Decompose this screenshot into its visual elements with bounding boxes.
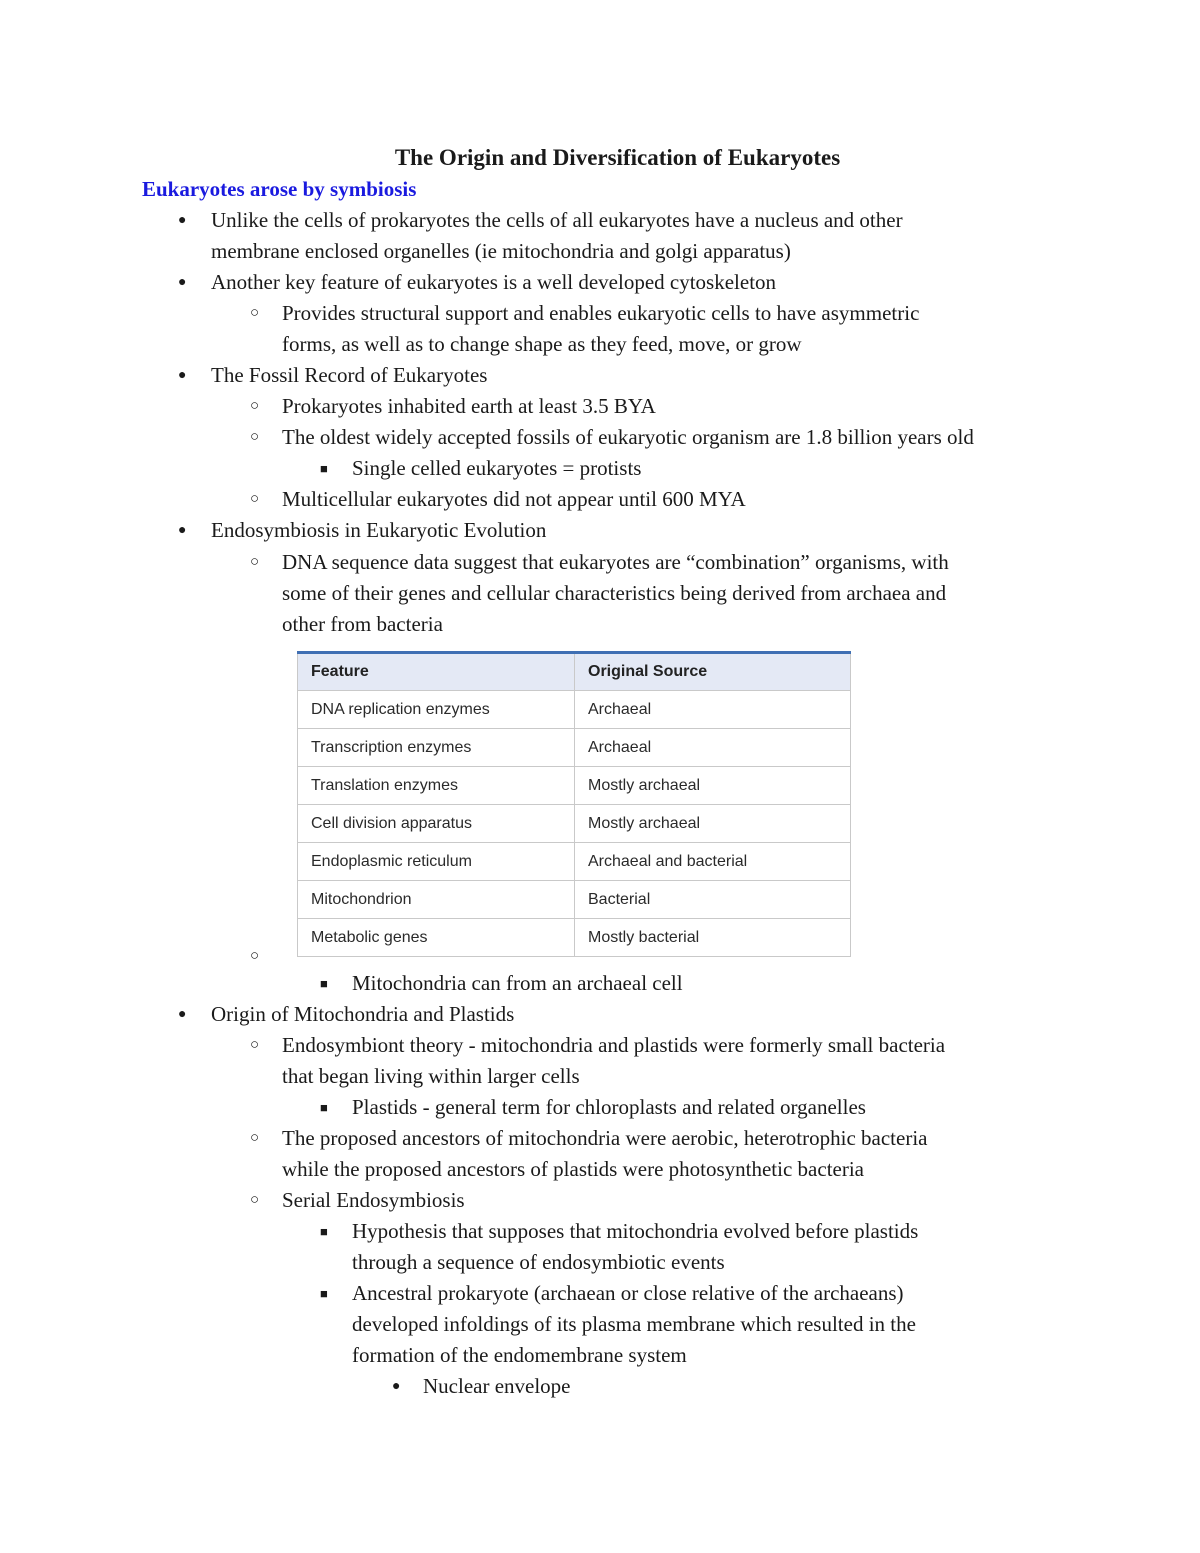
bullet-text: Unlike the cells of prokaryotes the cells of all eukaryotes have a nucleus and other (211, 208, 903, 232)
table-cell-source: Archaeal and bacterial (575, 843, 851, 881)
bullet-text: some of their genes and cellular characteristics being derived from archaea and (282, 581, 947, 605)
bullet-text: other from bacteria (282, 612, 443, 636)
bullet-disc-icon: ● (178, 368, 187, 383)
bullet-text: Multicellular eukaryotes did not appear until 600 MYA (282, 487, 746, 511)
table-header-source: Original Source (575, 653, 851, 691)
table-cell-feature: Mitochondrion (298, 881, 575, 919)
bullet-circle-icon: ○ (250, 398, 260, 414)
bullet-disc-icon: ● (392, 1379, 401, 1394)
bullet-text: formation of the endomembrane system (352, 1343, 687, 1367)
bullet-square-icon: ■ (320, 1286, 328, 1301)
bullet-square-icon: ■ (320, 976, 328, 991)
bullet-circle-icon: ○ (250, 554, 260, 570)
table-row (298, 691, 851, 729)
table-row (298, 767, 851, 805)
bullet-disc-icon: ● (178, 213, 187, 228)
bullet-text: Ancestral prokaryote (archaean or close relative of the archaeans) (352, 1281, 904, 1305)
table-cell-feature: Endoplasmic reticulum (298, 843, 575, 881)
bullet-text: The oldest widely accepted fossils of eukaryotic organism are 1.8 billion years old (282, 425, 974, 449)
bullet-text: developed infoldings of its plasma membrane which resulted in the (352, 1312, 916, 1336)
bullet-circle-icon: ○ (250, 1130, 260, 1146)
bullet-text: Endosymbiosis in Eukaryotic Evolution (211, 518, 547, 542)
bullet-text: The proposed ancestors of mitochondria were aerobic, heterotrophic bacteria (282, 1126, 928, 1150)
bullet-circle-icon: ○ (250, 429, 260, 445)
table-cell-source: Archaeal (575, 691, 851, 729)
bullet-circle-icon: ○ (250, 305, 260, 321)
bullet-circle-icon: ○ (250, 1192, 260, 1208)
table-row (298, 805, 851, 843)
bullet-text: while the proposed ancestors of plastids were photosynthetic bacteria (282, 1157, 864, 1181)
bullet-square-icon: ■ (320, 1224, 328, 1239)
table-row (298, 919, 851, 957)
bullet-text: Another key feature of eukaryotes is a well developed cytoskeleton (211, 270, 777, 294)
bullet-square-icon: ■ (320, 1100, 328, 1115)
table-cell-source: Mostly archaeal (575, 767, 851, 805)
table-cell-feature: Translation enzymes (298, 767, 575, 805)
bullet-disc-icon: ● (178, 523, 187, 538)
bullet-text: Hypothesis that supposes that mitochondria evolved before plastids (352, 1219, 919, 1243)
feature-source-table (297, 651, 851, 957)
bullet-text: DNA sequence data suggest that eukaryotes are “combination” organisms, with (282, 550, 949, 574)
bullet-circle-icon: ○ (250, 491, 260, 507)
bullet-text: Provides structural support and enables eukaryotic cells to have asymmetric (282, 301, 920, 325)
bullet-square-icon: ■ (320, 461, 328, 476)
bullet-circle-icon: ○ (250, 1037, 260, 1053)
bullet-text: Single celled eukaryotes = protists (352, 456, 642, 480)
document-title: The Origin and Diversification of Eukaryotes (394, 145, 841, 170)
bullet-text: Nuclear envelope (423, 1374, 571, 1398)
table-row (298, 729, 851, 767)
table-cell-source: Bacterial (575, 881, 851, 919)
bullet-text: Serial Endosymbiosis (282, 1188, 465, 1212)
bullet-text: Plastids - general term for chloroplasts and related organelles (352, 1095, 866, 1119)
bullet-text: forms, as well as to change shape as they feed, move, or grow (282, 332, 802, 356)
bullet-text: through a sequence of endosymbiotic events (352, 1250, 725, 1274)
table-cell-source: Archaeal (575, 729, 851, 767)
table-cell-source: Mostly archaeal (575, 805, 851, 843)
table-cell-feature: Transcription enzymes (298, 729, 575, 767)
bullet-text: The Fossil Record of Eukaryotes (211, 363, 488, 387)
table-cell-feature: Cell division apparatus (298, 805, 575, 843)
table-header-row (298, 653, 851, 691)
bullet-text: membrane enclosed organelles (ie mitochondria and golgi apparatus) (211, 239, 791, 263)
table-cell-feature: DNA replication enzymes (298, 691, 575, 729)
table-row (298, 843, 851, 881)
bullet-text: that began living within larger cells (282, 1064, 580, 1088)
bullet-circle-icon: ○ (250, 948, 260, 964)
bullet-text: Mitochondria can from an archaeal cell (352, 971, 683, 995)
table-row (298, 881, 851, 919)
bullet-text: Prokaryotes inhabited earth at least 3.5 BYA (282, 394, 656, 418)
table-cell-feature: Metabolic genes (298, 919, 575, 957)
section-heading: Eukaryotes arose by symbiosis (142, 177, 417, 201)
bullet-disc-icon: ● (178, 275, 187, 290)
bullet-text: Origin of Mitochondria and Plastids (211, 1002, 515, 1026)
table-cell-source: Mostly bacterial (575, 919, 851, 957)
bullet-disc-icon: ● (178, 1007, 187, 1022)
bullet-text: Endosymbiont theory - mitochondria and plastids were formerly small bacteria (282, 1033, 946, 1057)
table-header-feature: Feature (298, 653, 575, 691)
